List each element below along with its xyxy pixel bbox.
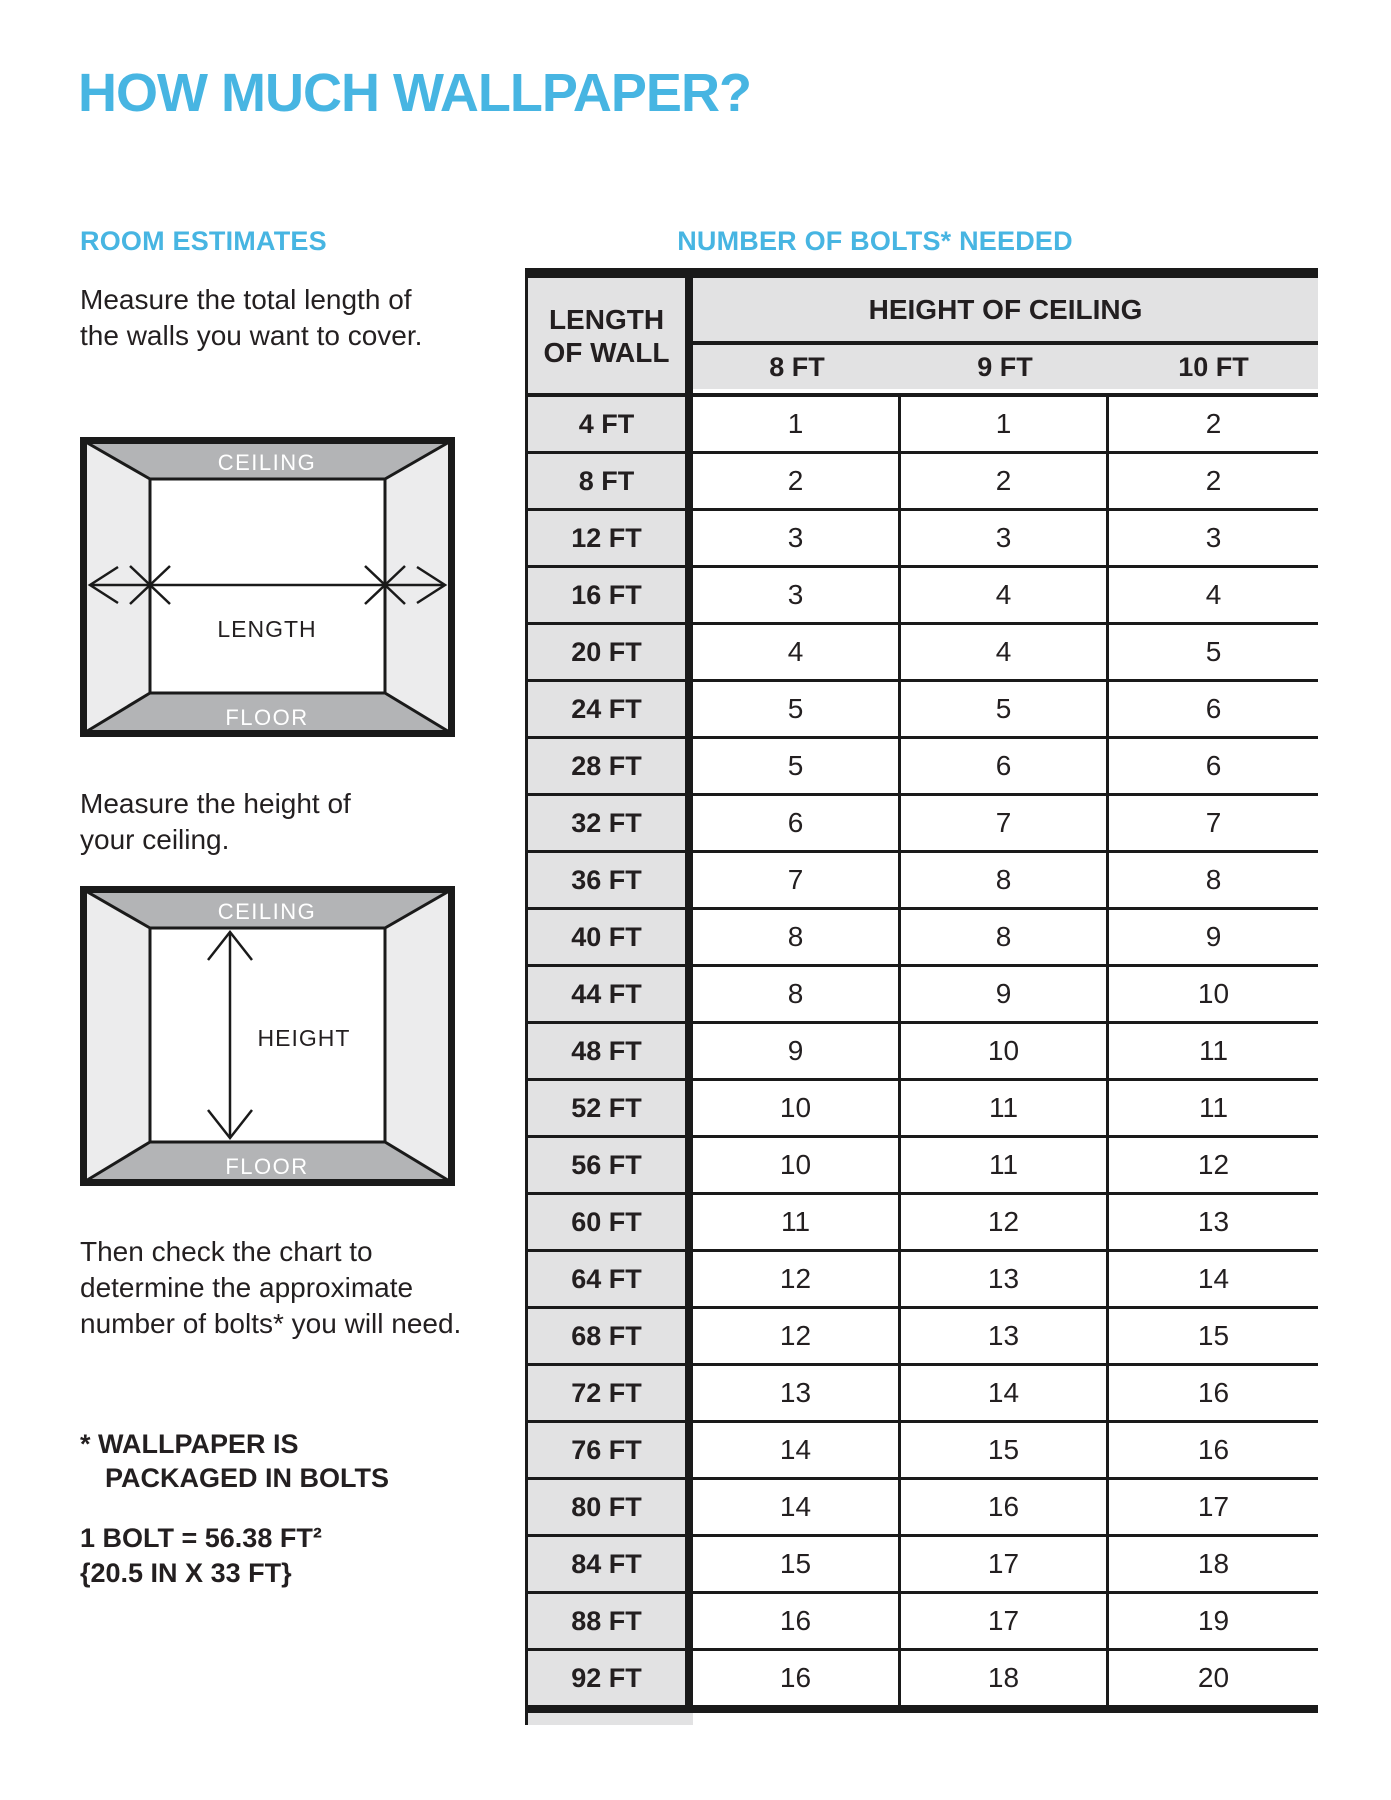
bolt-count-cell: 9 bbox=[901, 967, 1109, 1021]
bolt-count-cell: 17 bbox=[1197, 1491, 1230, 1522]
bolt-count-cell: 4 bbox=[901, 568, 1109, 622]
bolt-count-cell: 15 bbox=[901, 1423, 1109, 1477]
table-row bbox=[528, 682, 1318, 739]
instruction-length-line1: Measure the total length of bbox=[80, 284, 412, 315]
row-label-cell: 44 FT bbox=[528, 967, 693, 1021]
height-label: HEIGHT bbox=[257, 1025, 351, 1051]
row-label-cell: 92 FT bbox=[528, 1651, 693, 1705]
bolt-count-cell: 7 bbox=[693, 853, 901, 907]
height-of-ceiling-header: HEIGHT OF CEILING bbox=[693, 278, 1318, 345]
bolt-size-line2: {20.5 IN X 33 FT} bbox=[80, 1558, 292, 1588]
bolt-count-cell: 16 bbox=[693, 1594, 901, 1648]
bolt-count-cell: 8 bbox=[693, 910, 901, 964]
bolt-count-cell: 6 bbox=[1205, 693, 1222, 724]
table-row bbox=[528, 1138, 1318, 1195]
page-title: HOW MUCH WALLPAPER? bbox=[78, 63, 751, 123]
wallpaper-bolts-note bbox=[80, 1427, 389, 1495]
row-label-cell: 16 FT bbox=[528, 568, 693, 622]
length-of-wall-header bbox=[528, 278, 693, 393]
bolt-count-cell: 4 bbox=[693, 625, 901, 679]
row-label-cell: 40 FT bbox=[528, 910, 693, 964]
bolt-count-cell: 5 bbox=[1205, 636, 1222, 667]
length-of-wall-line2: OF WALL bbox=[543, 336, 670, 368]
bolt-count-cell: 10 bbox=[693, 1081, 901, 1135]
subheader-8ft: 8 FT bbox=[769, 351, 825, 382]
table-row bbox=[528, 1537, 1318, 1594]
instruction-length-line2: the walls you want to cover. bbox=[80, 320, 423, 351]
left-wall bbox=[84, 890, 150, 1182]
table-row bbox=[528, 1480, 1318, 1537]
row-label-cell: 88 FT bbox=[528, 1594, 693, 1648]
bolt-count-cell: 4 bbox=[901, 625, 1109, 679]
room-length-diagram bbox=[80, 437, 455, 737]
table-row bbox=[528, 1651, 1318, 1705]
row-label-cell: 72 FT bbox=[528, 1366, 693, 1420]
bolt-count-cell: 3 bbox=[1205, 522, 1222, 553]
table-row bbox=[528, 1309, 1318, 1366]
table-top-border bbox=[528, 268, 1318, 278]
bolt-count-cell: 18 bbox=[1197, 1548, 1230, 1579]
row-label-cell: 20 FT bbox=[528, 625, 693, 679]
bolt-count-cell: 6 bbox=[693, 796, 901, 850]
room-estimates-heading: ROOM ESTIMATES bbox=[80, 226, 327, 256]
row-label-cell: 32 FT bbox=[528, 796, 693, 850]
table-row bbox=[528, 739, 1318, 796]
row-label-cell: 64 FT bbox=[528, 1252, 693, 1306]
bolts-table bbox=[525, 268, 1318, 1725]
row-label-cell: 56 FT bbox=[528, 1138, 693, 1192]
bolt-count-cell: 5 bbox=[693, 682, 901, 736]
bolt-count-cell: 2 bbox=[1205, 465, 1222, 496]
bolt-count-cell: 6 bbox=[901, 739, 1109, 793]
table-row bbox=[528, 397, 1318, 454]
bolt-count-cell: 8 bbox=[901, 853, 1109, 907]
instruction-length bbox=[80, 282, 422, 354]
bolts-needed-heading: NUMBER OF BOLTS* NEEDED bbox=[677, 226, 1073, 256]
bolt-count-cell: 12 bbox=[693, 1309, 901, 1363]
bolt-count-cell: 17 bbox=[901, 1537, 1109, 1591]
bolt-count-cell: 11 bbox=[1198, 1092, 1229, 1123]
row-label-cell: 76 FT bbox=[528, 1423, 693, 1477]
table-row bbox=[528, 1081, 1318, 1138]
column-gray-stub bbox=[528, 1713, 693, 1725]
table-row bbox=[528, 625, 1318, 682]
row-label-cell: 68 FT bbox=[528, 1309, 693, 1363]
instruction-height-line1: Measure the height of bbox=[80, 788, 351, 819]
table-row bbox=[528, 1423, 1318, 1480]
bolt-count-cell: 15 bbox=[1197, 1320, 1230, 1351]
row-label-cell: 60 FT bbox=[528, 1195, 693, 1249]
length-of-wall-line1: LENGTH bbox=[548, 303, 665, 335]
bolt-count-cell: 11 bbox=[693, 1195, 901, 1249]
bolt-count-cell: 1 bbox=[693, 397, 901, 451]
instruction-chart-line3: number of bolts* you will need. bbox=[80, 1308, 462, 1339]
ceiling-label: CEILING bbox=[217, 899, 317, 924]
height-of-ceiling-group bbox=[693, 278, 1318, 393]
table-row bbox=[528, 796, 1318, 853]
row-label-cell: 24 FT bbox=[528, 682, 693, 736]
bolt-size-info bbox=[80, 1521, 322, 1591]
note-line1: * WALLPAPER IS bbox=[80, 1429, 299, 1459]
table-row bbox=[528, 910, 1318, 967]
bolt-count-cell: 8 bbox=[1205, 864, 1222, 895]
table-bottom-border bbox=[528, 1705, 1318, 1713]
row-label-cell: 84 FT bbox=[528, 1537, 693, 1591]
ceiling-height-subheaders bbox=[693, 345, 1318, 389]
floor-label: FLOOR bbox=[225, 1154, 309, 1179]
bolt-count-cell: 11 bbox=[1198, 1035, 1229, 1066]
bolt-count-cell: 13 bbox=[693, 1366, 901, 1420]
bolt-count-cell: 2 bbox=[1205, 408, 1222, 439]
ceiling-label: CEILING bbox=[217, 450, 317, 475]
bolt-count-cell: 13 bbox=[901, 1252, 1109, 1306]
bolt-count-cell: 14 bbox=[901, 1366, 1109, 1420]
subheader-10ft: 10 FT bbox=[1178, 351, 1249, 382]
bolt-count-cell: 16 bbox=[1197, 1377, 1230, 1408]
instruction-height-line2: your ceiling. bbox=[80, 824, 230, 855]
bolt-count-cell: 5 bbox=[693, 739, 901, 793]
bolt-count-cell: 11 bbox=[901, 1138, 1109, 1192]
table-row bbox=[528, 967, 1318, 1024]
instruction-chart bbox=[80, 1234, 461, 1342]
bolt-count-cell: 17 bbox=[901, 1594, 1109, 1648]
bolt-count-cell: 2 bbox=[693, 454, 901, 508]
room-height-diagram bbox=[80, 886, 455, 1186]
table-row bbox=[528, 853, 1318, 910]
bolt-count-cell: 14 bbox=[693, 1480, 901, 1534]
instruction-chart-line2: determine the approximate bbox=[80, 1272, 414, 1303]
bolt-count-cell: 15 bbox=[693, 1537, 901, 1591]
bolt-count-cell: 18 bbox=[901, 1651, 1109, 1705]
bolt-count-cell: 10 bbox=[901, 1024, 1109, 1078]
row-label-cell: 52 FT bbox=[528, 1081, 693, 1135]
row-label-cell: 12 FT bbox=[528, 511, 693, 565]
bolt-count-cell: 8 bbox=[693, 967, 901, 1021]
bolt-count-cell: 8 bbox=[901, 910, 1109, 964]
instruction-chart-line1: Then check the chart to bbox=[80, 1236, 373, 1267]
bolt-count-cell: 7 bbox=[1205, 807, 1222, 838]
bolt-count-cell: 3 bbox=[693, 568, 901, 622]
bolt-count-cell: 4 bbox=[1205, 579, 1222, 610]
bolt-count-cell: 11 bbox=[901, 1081, 1109, 1135]
right-wall bbox=[385, 890, 451, 1182]
row-label-cell: 28 FT bbox=[528, 739, 693, 793]
bolt-count-cell: 2 bbox=[901, 454, 1109, 508]
bolt-count-cell: 6 bbox=[1205, 750, 1222, 781]
table-row bbox=[528, 454, 1318, 511]
bolt-count-cell: 12 bbox=[693, 1252, 901, 1306]
bolt-count-cell: 12 bbox=[901, 1195, 1109, 1249]
row-label-cell: 36 FT bbox=[528, 853, 693, 907]
bolt-count-cell: 12 bbox=[1197, 1149, 1230, 1180]
table-body bbox=[528, 397, 1318, 1705]
table-row bbox=[528, 1594, 1318, 1651]
bolt-count-cell: 14 bbox=[693, 1423, 901, 1477]
bolt-count-cell: 20 bbox=[1197, 1662, 1230, 1693]
row-label-cell: 8 FT bbox=[528, 454, 693, 508]
instruction-height bbox=[80, 786, 351, 858]
bolt-count-cell: 3 bbox=[693, 511, 901, 565]
table-row bbox=[528, 1024, 1318, 1081]
length-label: LENGTH bbox=[217, 616, 317, 642]
bolt-count-cell: 1 bbox=[901, 397, 1109, 451]
table-header bbox=[528, 278, 1318, 393]
table-row bbox=[528, 1195, 1318, 1252]
bolt-count-cell: 16 bbox=[1197, 1434, 1230, 1465]
table-row bbox=[528, 568, 1318, 625]
row-label-cell: 48 FT bbox=[528, 1024, 693, 1078]
bolt-count-cell: 13 bbox=[1197, 1206, 1230, 1237]
bolt-count-cell: 9 bbox=[693, 1024, 901, 1078]
table-row bbox=[528, 511, 1318, 568]
bolt-size-line1: 1 BOLT = 56.38 FT² bbox=[80, 1523, 322, 1553]
table-row bbox=[528, 1366, 1318, 1423]
bolt-count-cell: 13 bbox=[901, 1309, 1109, 1363]
row-label-cell: 4 FT bbox=[528, 397, 693, 451]
bolt-count-cell: 16 bbox=[901, 1480, 1109, 1534]
bolt-count-cell: 10 bbox=[1197, 978, 1230, 1009]
bolt-count-cell: 19 bbox=[1197, 1605, 1230, 1636]
bolt-count-cell: 10 bbox=[693, 1138, 901, 1192]
floor-label: FLOOR bbox=[225, 705, 309, 730]
table-row bbox=[528, 1252, 1318, 1309]
bolt-count-cell: 3 bbox=[901, 511, 1109, 565]
row-label-cell: 80 FT bbox=[528, 1480, 693, 1534]
bolt-count-cell: 7 bbox=[901, 796, 1109, 850]
bolt-count-cell: 9 bbox=[1205, 921, 1222, 952]
bolt-count-cell: 5 bbox=[901, 682, 1109, 736]
subheader-9ft: 9 FT bbox=[977, 351, 1033, 382]
note-line2: PACKAGED IN BOLTS bbox=[105, 1463, 390, 1493]
bolt-count-cell: 14 bbox=[1197, 1263, 1230, 1294]
bolt-count-cell: 16 bbox=[693, 1651, 901, 1705]
